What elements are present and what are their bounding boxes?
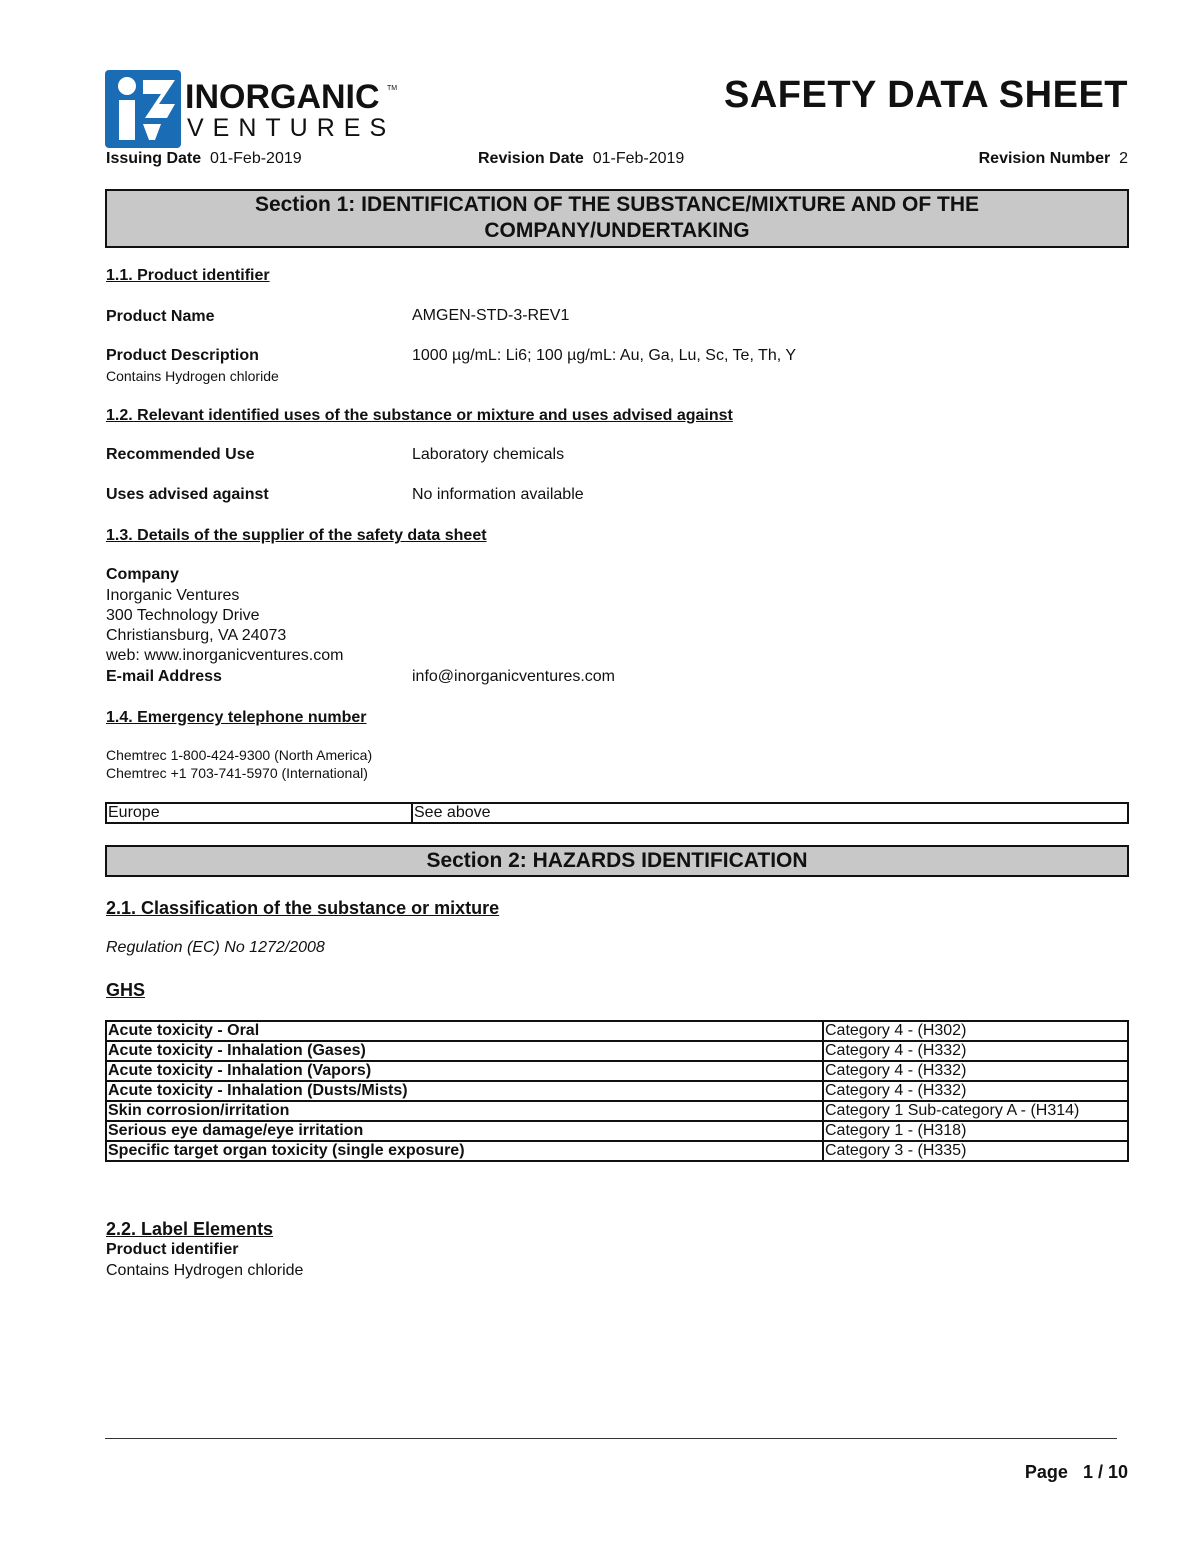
hazard-category: Category 3 - (H335) xyxy=(823,1141,1128,1161)
company-label: Company xyxy=(106,566,179,583)
subsection-1-3: 1.3. Details of the supplier of the safety data sheet xyxy=(106,527,487,544)
table-row xyxy=(106,1121,1128,1141)
section-2-header xyxy=(105,845,1129,877)
revision-number xyxy=(979,150,1128,168)
issuing-date-value: 01-Feb-2019 xyxy=(210,150,302,167)
inorganic-ventures-logo-icon xyxy=(105,70,405,148)
regulation-text: Regulation (EC) No 1272/2008 xyxy=(106,939,325,956)
emergency-numbers xyxy=(106,746,372,782)
page-label: Page xyxy=(1024,1462,1068,1482)
section-1-title-line1: Section 1: IDENTIFICATION OF THE SUBSTANCE/MIXTURE AND OF THE xyxy=(254,193,980,216)
product-description-label: Product Description xyxy=(106,347,259,364)
revision-number-value: 2 xyxy=(1119,150,1128,167)
company-address-line: Inorganic Ventures xyxy=(106,587,240,604)
revision-date-label: Revision Date xyxy=(478,150,584,167)
recommended-use-value: Laboratory chemicals xyxy=(412,446,565,463)
svg-text:INORGANIC: INORGANIC xyxy=(185,78,380,116)
product-name-value: AMGEN-STD-3-REV1 xyxy=(412,307,570,324)
email-value[interactable]: info@inorganicventures.com xyxy=(412,668,616,685)
table-row xyxy=(106,1041,1128,1061)
table-row xyxy=(106,1081,1128,1101)
hazard-name: Serious eye damage/eye irritation xyxy=(106,1121,823,1141)
company-address-line: Christiansburg, VA 24073 xyxy=(106,627,287,644)
emergency-number-line: Chemtrec 1-800-424-9300 (North America) xyxy=(106,747,373,763)
contains-text: Contains Hydrogen chloride xyxy=(106,368,279,384)
hazard-category: Category 1 Sub-category A - (H314) xyxy=(823,1101,1128,1121)
company-web-link[interactable]: web: www.inorganicventures.com xyxy=(106,647,344,664)
ghs-heading: GHS xyxy=(106,980,146,1000)
document-title: SAFETY DATA SHEET xyxy=(723,74,1128,116)
hazard-category: Category 4 - (H302) xyxy=(823,1021,1128,1041)
hazard-name: Acute toxicity - Inhalation (Vapors) xyxy=(106,1061,823,1081)
hazard-name: Skin corrosion/irritation xyxy=(106,1101,823,1121)
revision-number-label: Revision Number xyxy=(978,150,1111,167)
product-description-value: 1000 µg/mL: Li6; 100 µg/mL: Au, Ga, Lu, Sc, Te, Th, Y xyxy=(412,347,796,364)
issuing-date-label: Issuing Date xyxy=(106,150,202,167)
subsection-1-2: 1.2. Relevant identified uses of the substance or mixture and uses advised against xyxy=(106,407,733,424)
company-address-line: 300 Technology Drive xyxy=(106,607,260,624)
table-row xyxy=(106,1101,1128,1121)
emergency-number-line: Chemtrec +1 703-741-5970 (International) xyxy=(106,765,368,781)
product-name-label: Product Name xyxy=(106,308,215,325)
footer-divider xyxy=(105,1438,1117,1439)
issuing-date xyxy=(106,150,302,168)
company-address xyxy=(106,586,343,666)
europe-label: Europe xyxy=(106,803,412,823)
hazard-classification-table xyxy=(105,1020,1129,1162)
subsection-2-1: 2.1. Classification of the substance or mixture xyxy=(106,898,500,918)
table-row xyxy=(106,803,1128,823)
section-1-header xyxy=(105,189,1129,248)
company-logo xyxy=(105,70,405,148)
revision-date xyxy=(478,150,684,168)
product-identifier-label: Product identifier xyxy=(106,1241,239,1258)
subsection-2-2: 2.2. Label Elements xyxy=(106,1219,274,1239)
uses-advised-against-label: Uses advised against xyxy=(106,486,269,503)
hazard-category: Category 4 - (H332) xyxy=(823,1041,1128,1061)
hazard-category: Category 4 - (H332) xyxy=(823,1061,1128,1081)
section-1-title-line2: COMPANY/UNDERTAKING xyxy=(484,219,750,242)
revision-date-value: 01-Feb-2019 xyxy=(592,150,685,167)
europe-table xyxy=(105,802,1129,824)
page-value: 1 / 10 xyxy=(1082,1462,1128,1482)
hazard-category: Category 4 - (H332) xyxy=(823,1081,1128,1101)
hazard-name: Acute toxicity - Inhalation (Dusts/Mists) xyxy=(106,1081,823,1101)
contains-text: Contains Hydrogen chloride xyxy=(106,1262,304,1279)
europe-value: See above xyxy=(412,803,1128,823)
page-number xyxy=(1025,1462,1128,1483)
svg-text:TM: TM xyxy=(387,85,398,92)
table-row xyxy=(106,1021,1128,1041)
subsection-1-4: 1.4. Emergency telephone number xyxy=(106,709,367,726)
table-row xyxy=(106,1141,1128,1161)
section-2-title: Section 2: HAZARDS IDENTIFICATION xyxy=(426,849,808,872)
subsection-1-1: 1.1. Product identifier xyxy=(106,267,270,284)
hazard-name: Specific target organ toxicity (single exposure) xyxy=(106,1141,823,1161)
hazard-category: Category 1 - (H318) xyxy=(823,1121,1128,1141)
hazard-name: Acute toxicity - Inhalation (Gases) xyxy=(106,1041,823,1061)
svg-text:VENTURES: VENTURES xyxy=(187,114,396,142)
uses-advised-against-value: No information available xyxy=(412,486,584,503)
email-label: E-mail Address xyxy=(106,668,222,685)
hazard-name: Acute toxicity - Oral xyxy=(106,1021,823,1041)
recommended-use-label: Recommended Use xyxy=(106,446,255,463)
table-row xyxy=(106,1061,1128,1081)
